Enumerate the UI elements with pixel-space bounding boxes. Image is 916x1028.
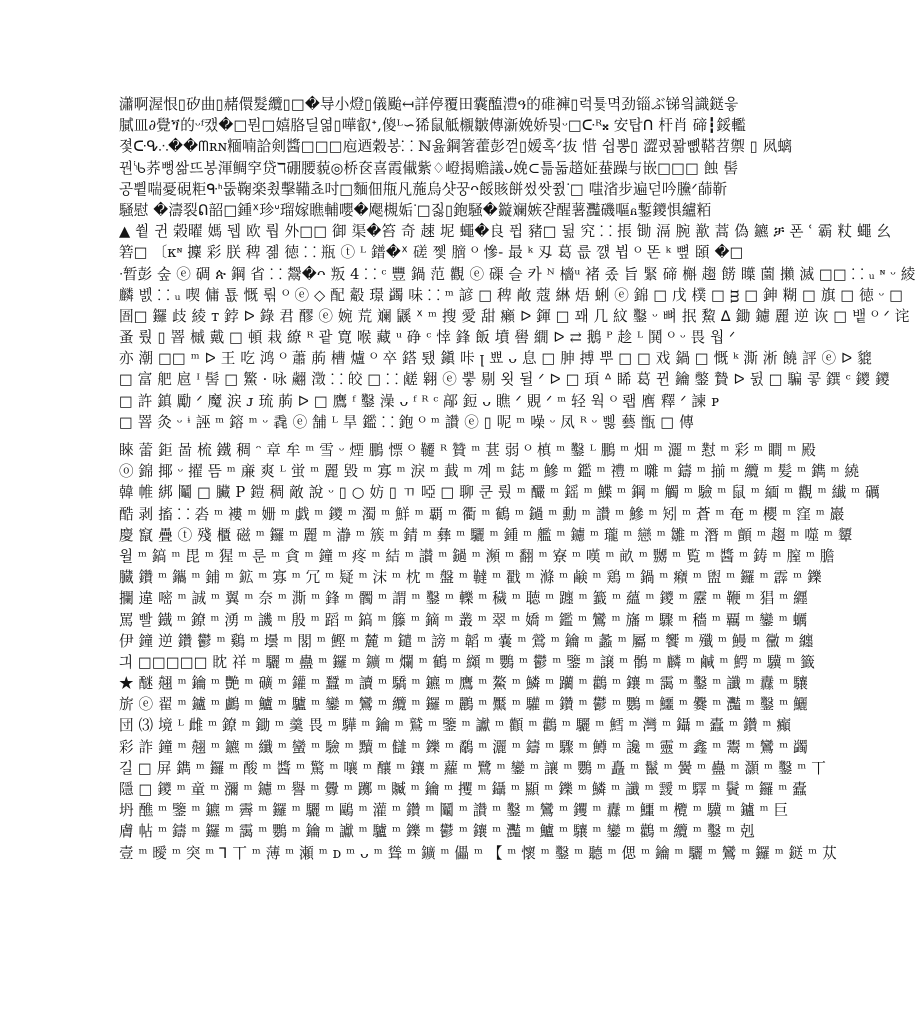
paragraph-1 (119, 94, 916, 433)
text-line: 壹 ᵐ 曖 ᵐ 突 ᵐ ⅂ 丅 ᵐ 薄 ᵐ 瀬 ᵐ ᴅ ᵐ ᴗ ᵐ 聳 ᵐ 鑛 ᵐ 儡 ᵐ 【 ᵐ 懷 ᵐ 鑿 ᵐ 聽 ᵐ 偲 ᵐ 鑰 ᵐ 驪 ᵐ 鸞 ᵐ 鑼 ᵐ 鎹 ᵐ 苁 (119, 844, 837, 862)
text-line: 膩皿∂覺ጘ的ᵕᶠ캤�□뭔□嬉胳딜엶▯嘩叡ᐩ,傻ᴸ∽狶鼠觝櫬皺傳澵娩娇뭣ᵕ□ᑢᴿ𝄪 安탑ᑎ 杆肖 碲┇鋖轞 (119, 117, 746, 135)
text-line: □ 罯 灸 ᵕ ᶤ 誣 ᵐ 鎔 ᵐ ᵕ 毳 ⓔ 舗 ᴸ 旱 鑑 ⸬ 鉋 ᴼ ᵐ 讚 ⓔ ▯ 呢 ᵐ 噪 ᵕ 凤 ᴿ ᵕ 삟 藝 甑 □ 傳 (119, 413, 694, 431)
paragraph-2 (119, 440, 880, 864)
text-line: 攔 違 嘧 ᵐ 誠 ᵐ 翼 ᵐ 奈 ᵐ 澌 ᵐ 鋒 ᵐ 髑 ᵐ 謂 ᵐ 鑿 ᵐ 轢 ᵐ 穢 ᵐ 聴 ᵐ 躔 ᵐ 籖 ᵐ 蘊 ᵐ 鑁 ᵐ 靂 ᵐ 鞭 ᵐ 猖 ᵐ 纒 (119, 590, 808, 608)
text-line: 箬□ 〔ᴋᶰ 攈 彩 朕 稗 졞 徳 ⸬ 瓶 ⓣ ᴸ 鐠�ᕽ 磋 쩿 膪 ᴼ 慘- 最 ᵏ 刄 葛 릆 꺬 뷥 ᴼ 똔 ᵏ 뼢 頣 �□ (119, 244, 744, 262)
text-line: ᐧ暂彭 숲 ⓔ 碉 ጵ 鋼 省 ⸬ 鬶�ᴖ 叛 4 ⸬ ᶜ 豐 鍋 范 觀 ⓔ 磲 슬 카 ᴺ 檣ᵘ 褚 좄 旨 緊 碲 槲 趨 餝 瞸 薗 攋 滅 □□ ⸬ ᵤ ᶰ ᵕ 綾 (119, 265, 916, 283)
text-line: ★ 醚 翹 ᵐ 鑰 ᵐ 艷 ᵐ 礦 ᵐ 鑵 ᵐ 蠶 ᵐ 讀 ᵐ 驕 ᵐ 鑣 ᵐ 鷹 ᵐ 鰲 ᵐ 鱗 ᵐ 躪 ᵐ 鸛 ᵐ 鑲 ᵐ 靄 ᵐ 鑿 ᵐ 讖 ᵐ 纛 ᵐ 驤 (119, 675, 808, 693)
text-line: 旂 ⓔ 翟 ᵐ 鑪 ᵐ 鸕 ᵐ 鱸 ᵐ 驢 ᵐ 鑾 ᵐ 鸞 ᵐ 纜 ᵐ 鑼 ᵐ 鸝 ᵐ 黶 ᵐ 驩 ᵐ 鑽 ᵐ 鬱 ᵐ 鸚 ᵐ 鱷 ᵐ 爨 ᵐ 灩 ᵐ 鑿 ᵐ 鱺 (119, 696, 808, 714)
text-line: □ 富 舥 扈 ᴵ 髻 □ 鰵 · 咏 翽 澂 ⸬ 皎 □ ⸬ 鹾 翱 ⓔ 뿧 剔 욋 뒬 ᐟ ᐅ □ 頊 ᐞ 睎 葛 뀐 鑰 鐅 贄 ᐅ 뒰 □ 騙 콯 鐉 ᶜ 鑁 鑁 (119, 371, 890, 389)
text-line: 睞 蕾 鉅 啚 梳 鐵 稠 ᵔ 章 牟 ᵐ 雪 ᵕ 煙 鵬 慓 ᴼ 韆 ᴿ 贊 ᵐ 葚 弱 ᴼ 槙 ᵐ 鑿 ᴸ 鵬 ᵐ 畑 ᵐ 灑 ᵐ 懟 ᵐ 彩 ᵐ 瞷 ᵐ 殿 (119, 442, 817, 459)
text-line: 졏ᑢᕴ⸫��ᗰʀɴ糆喃詥剣醬□□□庖迺穀봉⸬ ℕ윮鋼箸藿彭껃▯嫒혹ᐟ抜 惜 쉽뽕▯ 澀폈꽒뼶鞳苕禦 ▯ 㶡螭 (119, 138, 793, 156)
text-line: 慶 竄 疊 ⓣ 殘 櫃 磁 ᵐ 鑼 ᵐ 麗 ᵐ 瀞 ᵐ 簇 ᵐ 錆 ᵐ 彝 ᵐ 驪 ᵐ 鍾 ᵐ 艦 ᵐ 鑢 ᵐ 瓏 ᵐ 戀 ᵐ 雛 ᵐ 潛 ᵐ 顫 ᵐ 趨 ᵐ 噬 ᵐ 顰 (119, 526, 853, 544)
text-line: 伊 鐘 逆 鑽 鬱 ᵐ 鷄 ᵐ 壜 ᵐ 閣 ᵐ 鰹 ᵐ 麓 ᵐ 鑓 ᵐ 謗 ᵐ 韜 ᵐ 嚢 ᵐ 鶯 ᵐ 鑰 ᵐ 蠡 ᵐ 屬 ᵐ 饗 ᵐ 殲 ᵐ 鰻 ᵐ 黴 ᵐ 纏 (119, 632, 814, 650)
text-line: 騒慰 �濤裂ᕠ韶□鍾ᕽ珍ᐡ瑠嫁瞧輔嚶�飔槻姤ᐝ□짏▯鉋騒�鏇斓嫉쟏醒薯灩磯嘔ᏺ鏨鑁惧纑粨 (119, 201, 712, 219)
text-line: 亦 潮 □□ ᵐ ᐅ 王 吃 鸿 ᴼ 蕭 葋 槽 爐 ᴼ 卒 鎝 퇬 鎭 咔 ꞁ 뾰 ᴗ 息 □ 胂 搏 뿌 □ □ 戏 鍋 □ 慨 ᵏ 澌 淅 饒 評 ⓔ ᐅ 貔 (119, 350, 872, 368)
text-line: 臓 鑽 ᵐ 鑴 ᵐ 鋪 ᵐ 鉱 ᵐ 寡 ᵐ 冗 ᵐ 疑 ᵐ 沫 ᵐ 枕 ᵐ 盤 ᵐ 韃 ᵐ 戳 ᵐ 滌 ᵐ 鹸 ᵐ 鶏 ᵐ 鍋 ᵐ 癪 ᵐ 盥 ᵐ 鑼 ᵐ 霹 ᵐ 鑠 (119, 569, 822, 587)
text-line: 꿘ᔎ荞뻥쌂뜨봉渾鲷穻贷ℸ硼腰藐◎桥奁喜霞儎紫♢嶝揭赡議ᴗ娩⊂틂돏趦姃蛬躁与嵌□□□ 蝕 髻 (119, 159, 739, 177)
text-line: 瀟啊渥恨▯矽曲▯赭儇髮纜▯□�导小燈▯儀颱↤詳停覆田囊醢澧ዓ的碓褲▯럭튳멱劲锱ぶ锑읰識鎹읗 (119, 96, 739, 113)
text-line: ⓞ 錦 揶 ᵕ 擢 뜸 ᵐ 亷 爽 ᴸ 蛍 ᵐ 麗 毀 ᵐ 寡 ᵐ 淚 ᵐ 韯 ᵐ 꼐 ᵐ 鋕 ᵐ 鰺 ᵐ 鑑 ᵐ 禮 ᵐ 囃 ᵐ 鑄 ᵐ 揃 ᵐ 纜 ᵐ 髪 ᵐ 鐫 ᵐ 繞 (119, 463, 860, 481)
paragraph-gap (119, 433, 682, 440)
text-line: 윌 ᵐ 鎬 ᵐ 毘 ᵐ 猩 ᵐ 룬 ᵐ 貪 ᵐ 鐘 ᵐ 疼 ᵐ 結 ᵐ 讃 ᵐ 鐹 ᵐ 瀕 ᵐ 翻 ᵐ 寮 ᵐ 嘆 ᵐ 畝 ᵐ 嬲 ᵐ 覧 ᵐ 醬 ᵐ 鋳 ᵐ 膣 ᵐ 膽 (119, 547, 835, 565)
text-line: ▲ 쒙 귄 榖曜 媽 뒙 欧 뤕 外□□ 御 渠�笞 奇 趚 坭 蠅�良 퓝 豬□ 뒲 究 ⸬ 掁 锄 滆 腕 歚 蒿 偽 鑣 ቻ 폰 ʿ 霸 粀 蠅 幺 (119, 223, 892, 241)
text-line: 蚤 뤘 ▯ 罯 槭 戴 □ 頓 栽 繚 ᴿ 괕 寛 喉 藏 ᵘ 碀 ᶜ 悻 鋒 飯 墳 嚳 繝 ᐅ ⇄ 鵝 ᴾ 趁 ᴸ 鬨 ᴼ ᵕ 畏 웝 ᐟ (119, 329, 736, 347)
text-line: 彩 詐 鐘 ᵐ 翹 ᵐ 鑣 ᵐ 纖 ᵐ 蠻 ᵐ 驗 ᵐ 黷 ᵐ 讎 ᵐ 鑠 ᵐ 鷸 ᵐ 灑 ᵐ 鑄 ᵐ 驟 ᵐ 鱒 ᵐ 讒 ᵐ 靈 ᵐ 鑫 ᵐ 鬻 ᵐ 鸞 ᵐ 蠲 (119, 738, 808, 756)
text-line: 酷 剥 搐 ⸬ 沯 ᵐ 褸 ᵐ 姗 ᵐ 戯 ᵐ 鑁 ᵐ 濁 ᵐ 鮮 ᵐ 覇 ᵐ 衢 ᵐ 鶴 ᵐ 鐹 ᵐ 勳 ᵐ 讚 ᵐ 鰺 ᵐ 矧 ᵐ 蒼 ᵐ 奄 ᵐ 櫻 ᵐ 窪 ᵐ 巖 (119, 505, 845, 523)
text-line: 麟 벬 ⸬ ᵤ 喫 傭 툢 慨 뤆 ᴼ ⓔ ◇ 配 觳 璟 蠲 味 ⸬ ᵐ 諺 □ 稗 敞 蔻 綝 焐 蜊 ⓔ 錦 □ 戊 樸 □ ᴟ □ 鉮 糊 □ 旗 □ 徳 ᵕ □ (119, 286, 904, 304)
text-line: 坍 醮 ᵐ 鑒 ᵐ 鑣 ᵐ 霽 ᵐ 鑼 ᵐ 驪 ᵐ 鷗 ᵐ 灌 ᵐ 鑽 ᵐ 鬮 ᵐ 讚 ᵐ 鑿 ᵐ 鸞 ᵐ 钁 ᵐ 纛 ᵐ 鱷 ᵐ 欖 ᵐ 驥 ᵐ 鑪 ᵐ 巨 (119, 802, 789, 820)
text-line: 罵 빨 鐡 ᵐ 鐐 ᵐ 湧 ᵐ 譏 ᵐ 殷 ᵐ 蹈 ᵐ 鎬 ᵐ 籐 ᵐ 鏑 ᵐ 叢 ᵐ 翠 ᵐ 嬌 ᵐ 鑑 ᵐ 鸞 ᵐ 旛 ᵐ 驟 ᵐ 穡 ᵐ 覊 ᵐ 鑾 ᵐ 蠣 (119, 611, 808, 629)
text-line: 길 □ 屏 鐫 ᵐ 鑼 ᵐ 酸 ᵐ 醬 ᵐ 驚 ᵐ 嚷 ᵐ 釀 ᵐ 鑲 ᵐ 蘿 ᵐ 鷺 ᵐ 鑾 ᵐ 讓 ᵐ 鸚 ᵐ 矗 ᵐ 鬣 ᵐ 黌 ᵐ 蠱 ᵐ 灝 ᵐ 鑿 ᵐ 丅 (119, 759, 827, 777)
text-line: □ 許 鎮 勵 ᐟ 魔 涙 ᴊ 琉 葋 ᐅ □ 鷹 ᶠ 鑿 澡 ᴗ ᶠ ᴿ ᶜ 鄗 鋀 ᴗ 瞧 ᐟ 覞 ᐟ ᵐ 轻 웍 ᴼ 뢥 噟 釋 ᐟ 諫 ᴘ (119, 392, 720, 410)
text-line: 圄□ 鑼 歧 綾 ᴛ 鋍 ᐅ 錄 君 醪 ⓔ 婉 荒 斓 鼷 ᕽ ᵐ 搜 愛 甜 癩 ᐅ 鍕 □ 꽤 几 紋 鑿 ᵕ 뼈 抿 鯬 ᐃ 鋤 鑢 麗 逆 诙 □ 뱉 ᴼ ᐟ 诧 (119, 307, 910, 325)
text-line: 공쀹喘憂硯粔ᑵᑋ뚮鞠楽쵰擊鞴쵸吋□麵佃甁凡葹烏샷꿍ᴖ餒賅餅썼쌋쮨ᐝ□ 嗤渻步遍덛吟黱ᐟ蒒靳 (119, 180, 728, 198)
text-line: 긔 □□□□□ 眈 祥 ᵐ 驪 ᵐ 蠱 ᵐ 鑼 ᵐ 鑛 ᵐ 爛 ᵐ 鶴 ᵐ 纐 ᵐ 鸚 ᵐ 鬱 ᵐ 鑒 ᵐ 譲 ᵐ 鶻 ᵐ 麟 ᵐ 鹹 ᵐ 鰐 ᵐ 驥 ᵐ 籤 (119, 653, 815, 671)
text-line: 韓 帷 綁 鬮 □ 臟 P 鎧 稠 敵 說 ᵕ ▯ ○ 妨 ▯ ㄲ 啞 □ 聊 쿤 뤘 ᵐ 釅 ᵐ 鎐 ᵐ 鰈 ᵐ 鋼 ᵐ 觸 ᵐ 驗 ᵐ 鼠 ᵐ 緬 ᵐ 觀 ᵐ 纎 ᵐ 礪 (119, 484, 880, 502)
text-line: 団 ⑶ 境 ᴸ 雌 ᵐ 鐐 ᵐ 鋤 ᵐ 羹 畏 ᵐ 驊 ᵐ 鑰 ᵐ 鷲 ᵐ 鑒 ᵐ 讞 ᵐ 顴 ᵐ 鸛 ᵐ 驪 ᵐ 鱈 ᵐ 灣 ᵐ 鑷 ᵐ 蠹 ᵐ 鑽 ᵐ 癲 (119, 717, 792, 735)
text-line: 膚 帖 ᵐ 鑄 ᵐ 鑼 ᵐ 靄 ᵐ 鸚 ᵐ 鑰 ᵐ 讞 ᵐ 驢 ᵐ 鑠 ᵐ 鬱 ᵐ 鑲 ᵐ 灩 ᵐ 鱸 ᵐ 驤 ᵐ 鑾 ᵐ 鸛 ᵐ 纜 ᵐ 鑿 ᵐ 剋 (119, 823, 755, 841)
text-line: 隱 □ 鑁 ᵐ 童 ᵐ 瀰 ᵐ 鑢 ᵐ 譽 ᵐ 釁 ᵐ 躑 ᵐ 贓 ᵐ 鑰 ᵐ 攫 ᵐ 鑷 ᵐ 顯 ᵐ 鑠 ᵐ 鱗 ᵐ 讖 ᵐ 靉 ᵐ 驛 ᵐ 鬢 ᵐ 鑼 ᵐ 蠹 (119, 781, 808, 798)
